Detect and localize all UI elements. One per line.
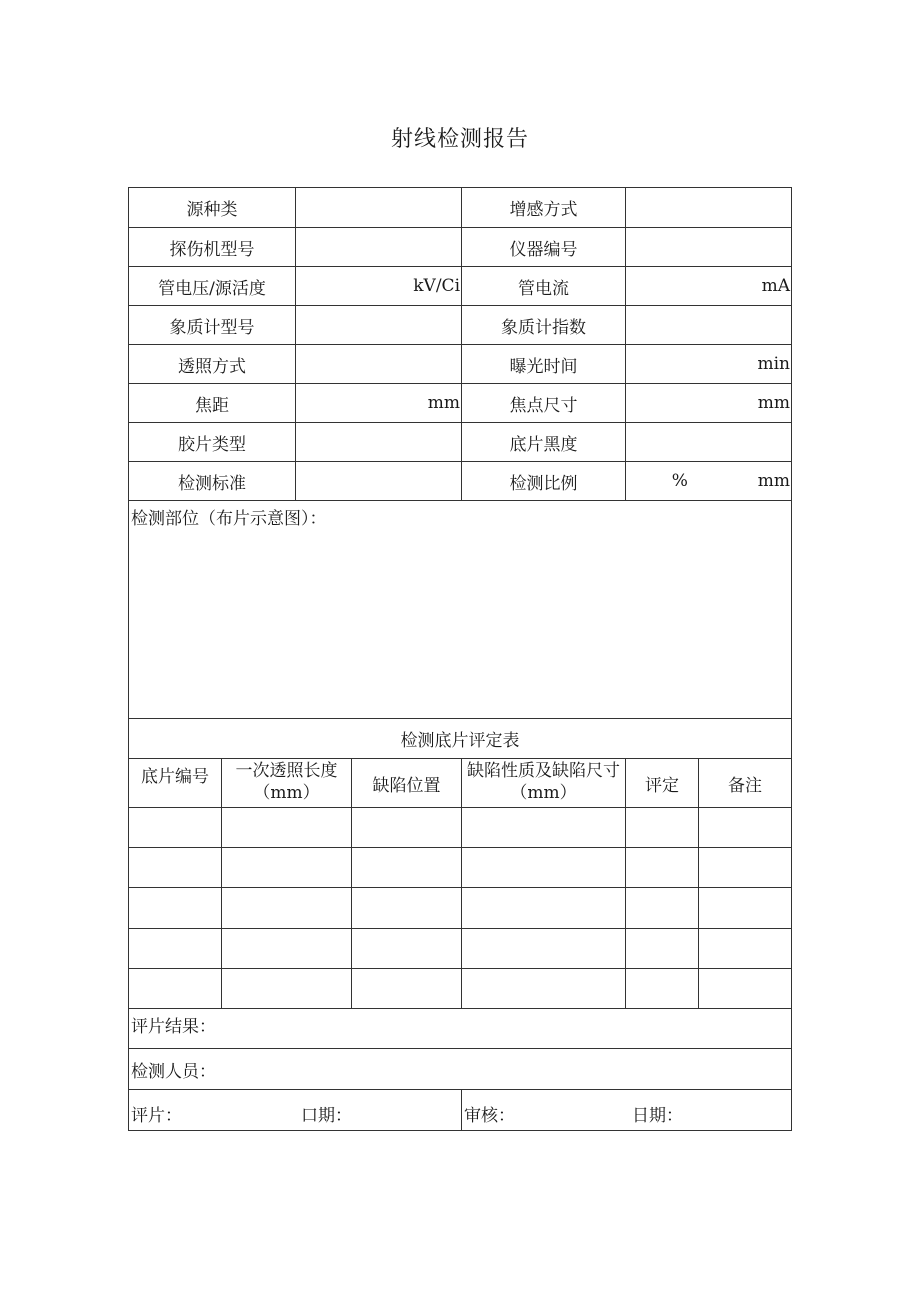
cell-defect-position[interactable] [352,848,462,888]
table-row [129,808,792,848]
param-row [129,306,792,345]
param-row [129,267,792,306]
focal-spot-value[interactable]: mm [626,384,792,423]
page-title: 射线检测报告 [390,127,529,152]
iqi-index-value[interactable] [626,306,792,345]
eval-title-row [129,719,792,759]
machine-model-value[interactable] [296,228,462,267]
cell-length[interactable] [222,929,352,969]
audit-label: 审核： [464,1106,515,1126]
cell-film-no[interactable] [129,848,222,888]
param-row [129,384,792,423]
exposure-time-label: 曝光时间 [462,345,626,384]
tube-voltage-label: 管电压/源活度 [129,267,296,306]
location-field[interactable] [129,501,792,719]
standard-label: 检测标准 [129,462,296,501]
source-type-label: 源种类 [129,188,296,228]
ratio-label: 检测比例 [462,462,626,501]
param-row [129,423,792,462]
ratio-value[interactable] [626,462,792,501]
date2-label: 日期： [632,1106,683,1126]
cell-length[interactable] [222,808,352,848]
cell-film-no[interactable] [129,929,222,969]
param-row [129,345,792,384]
cell-defect-nature[interactable] [462,808,626,848]
inspector-label: 检测人员： [131,1061,216,1082]
table-row [129,929,792,969]
instrument-no-value[interactable] [626,228,792,267]
cell-rating[interactable] [626,848,699,888]
focal-spot-label: 焦点尺寸 [462,384,626,423]
location-row [129,501,792,719]
param-row [129,228,792,267]
table-row [129,848,792,888]
result-row [129,1009,792,1049]
report-table-main [128,187,792,1131]
cell-defect-position[interactable] [352,969,462,1009]
result-field[interactable] [129,1009,792,1049]
machine-model-label: 探伤机型号 [129,228,296,267]
screen-method-value[interactable] [626,188,792,228]
cell-defect-nature[interactable] [462,969,626,1009]
result-label: 评片结果： [131,1017,216,1037]
ratio-unit: mm [757,471,790,491]
iqi-model-label: 象质计型号 [129,306,296,345]
header-defect-position: 缺陷位置 [352,759,462,808]
header-remarks: 备注 [699,759,792,808]
eval-header-row [129,759,792,808]
cell-rating[interactable] [626,808,699,848]
param-row [129,188,792,228]
screen-method-label: 增感方式 [462,188,626,228]
exposure-method-value[interactable] [296,345,462,384]
focal-distance-value[interactable]: mm [296,384,462,423]
iqi-index-label: 象质计指数 [462,306,626,345]
header-defect-nature: 缺陷性质及缺陷尺寸（mm） [462,759,626,808]
date1-label: 口期： [301,1106,352,1126]
cell-rating[interactable] [626,929,699,969]
tube-current-value[interactable]: mA [626,267,792,306]
cell-film-no[interactable] [129,969,222,1009]
film-density-value[interactable] [626,423,792,462]
signoff-row [129,1090,792,1131]
cell-rating[interactable] [626,969,699,1009]
film-review-field[interactable] [129,1090,462,1131]
cell-defect-position[interactable] [352,888,462,929]
iqi-model-value[interactable] [296,306,462,345]
cell-defect-nature[interactable] [462,929,626,969]
cell-remarks[interactable] [699,888,792,929]
tube-voltage-value[interactable]: kV/Ci [296,267,462,306]
source-type-value[interactable] [296,188,462,228]
cell-length[interactable] [222,888,352,929]
tube-current-label: 管电流 [462,267,626,306]
header-length: 一次透照长度（mm） [222,759,352,808]
location-label: 检测部位（布片示意图）： [131,509,327,529]
cell-length[interactable] [222,969,352,1009]
eval-table-title: 检测底片评定表 [129,719,792,759]
inspector-field[interactable] [129,1049,792,1090]
audit-field[interactable] [462,1090,792,1131]
param-row [129,462,792,501]
inspector-row [129,1049,792,1090]
table-row [129,888,792,929]
header-film-no: 底片编号 [129,759,222,808]
standard-value[interactable] [296,462,462,501]
exposure-time-value[interactable]: min [626,345,792,384]
cell-defect-nature[interactable] [462,848,626,888]
cell-remarks[interactable] [699,848,792,888]
film-type-value[interactable] [296,423,462,462]
cell-remarks[interactable] [699,808,792,848]
film-type-label: 胶片类型 [129,423,296,462]
cell-defect-nature[interactable] [462,888,626,929]
header-rating: 评定 [626,759,699,808]
focal-distance-label: 焦距 [129,384,296,423]
cell-rating[interactable] [626,888,699,929]
ratio-percent: % [671,471,688,491]
cell-remarks[interactable] [699,969,792,1009]
cell-length[interactable] [222,848,352,888]
film-density-label: 底片黑度 [462,423,626,462]
film-review-label: 评片： [131,1106,182,1126]
instrument-no-label: 仪器编号 [462,228,626,267]
cell-defect-position[interactable] [352,929,462,969]
cell-defect-position[interactable] [352,808,462,848]
cell-film-no[interactable] [129,888,222,929]
exposure-method-label: 透照方式 [129,345,296,384]
cell-remarks[interactable] [699,929,792,969]
cell-film-no[interactable] [129,808,222,848]
table-row [129,969,792,1009]
